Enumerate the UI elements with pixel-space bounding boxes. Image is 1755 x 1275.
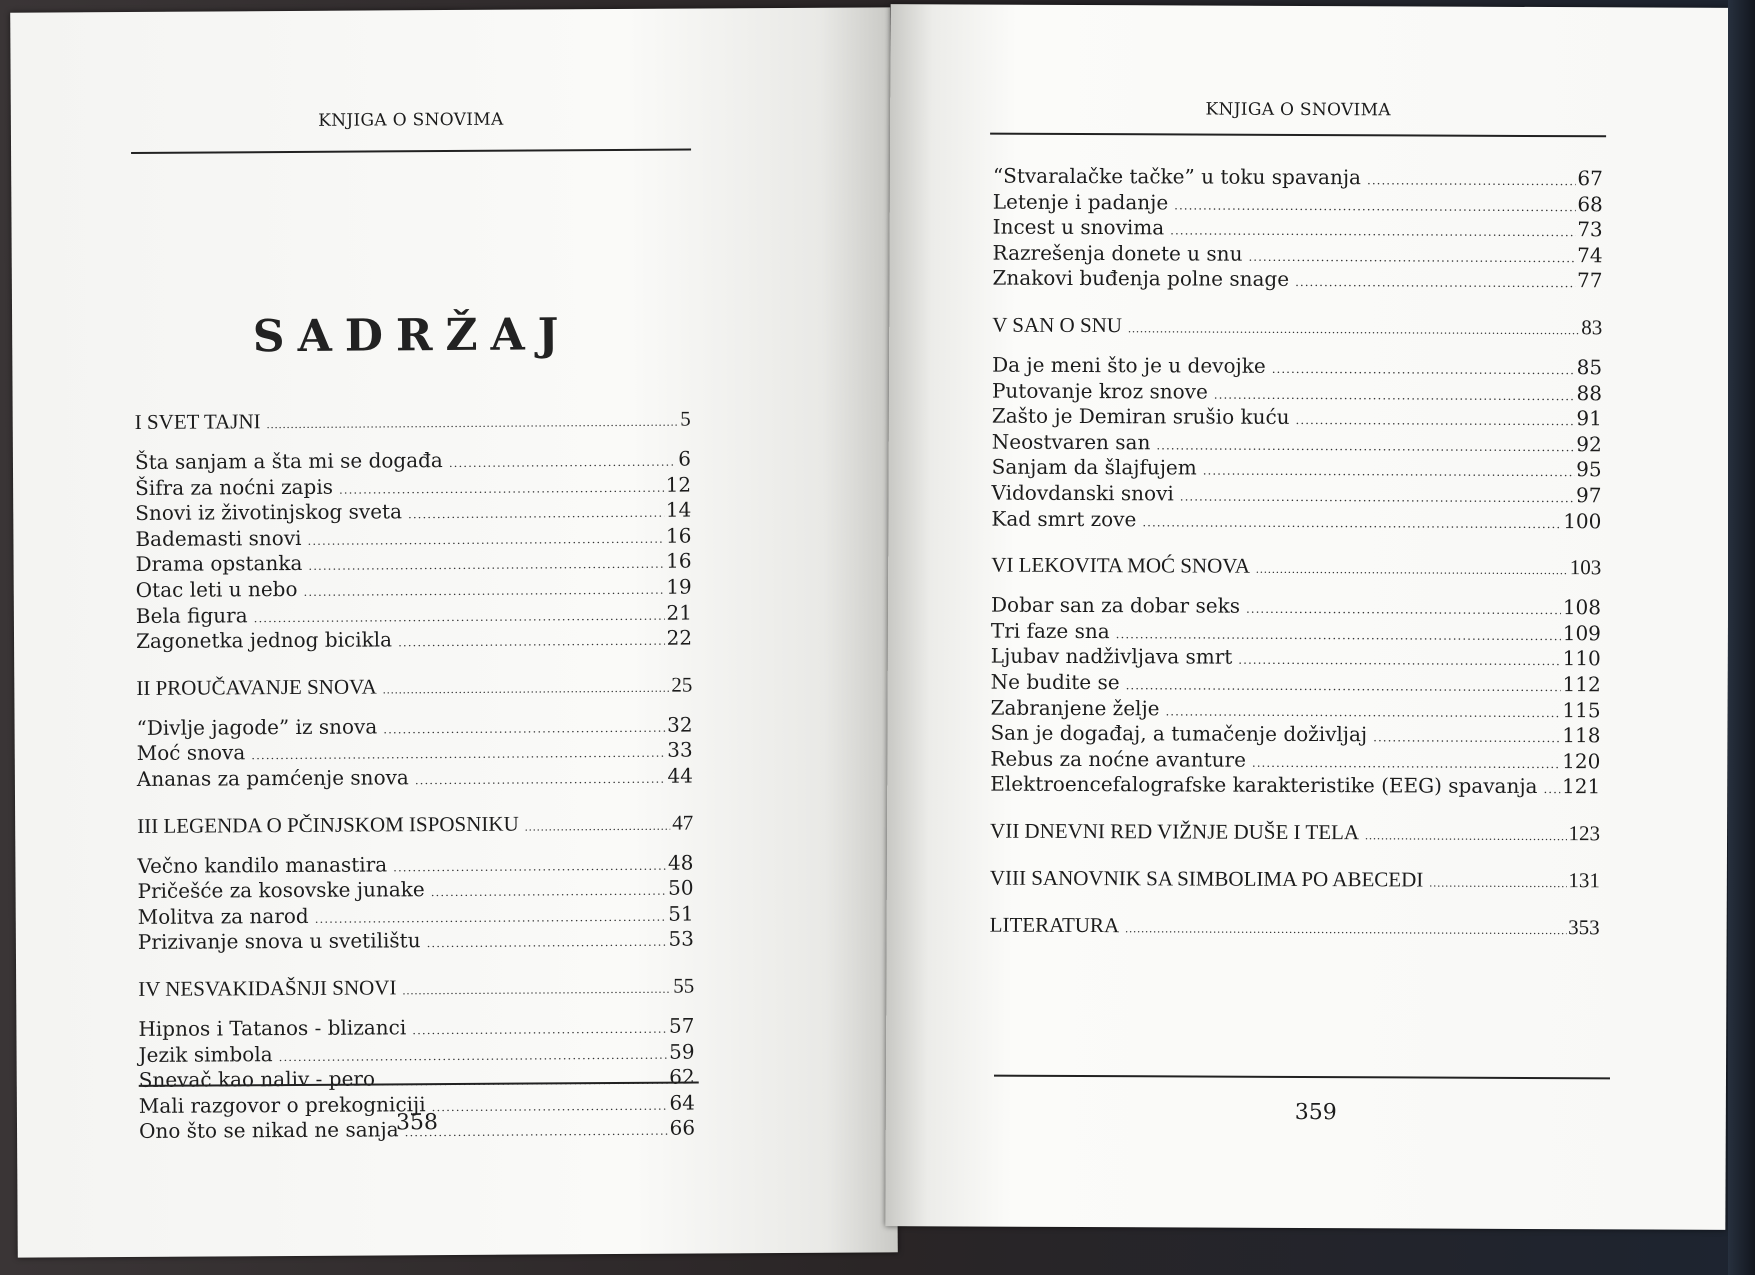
dot-leader (279, 1043, 668, 1068)
running-head: KNJIGA O SNOVIMA (1205, 99, 1391, 121)
toc-entry (135, 524, 691, 553)
dot-leader (525, 813, 671, 838)
toc-entry-title: Zabranjene želje (990, 695, 1160, 720)
toc-entry-page: 120 (1562, 748, 1601, 773)
dot-leader (1180, 485, 1574, 509)
dot-leader (267, 410, 679, 437)
toc-entry-title: VIII SANOVNIK SA SIMBOLIMA PO ABECEDI (989, 865, 1424, 892)
dot-leader (254, 604, 665, 629)
toc-entry-page: 14 (665, 497, 692, 522)
toc-entry (135, 448, 691, 477)
toc-entry-title: II PROUČAVANJE SNOVA (136, 674, 377, 700)
footer-rule (994, 1075, 1610, 1080)
toc-section (136, 672, 692, 702)
toc-entry-page: 85 (1576, 355, 1603, 380)
toc-entry-title: Tri faze sna (990, 618, 1110, 643)
toc-entry-page: 16 (666, 548, 692, 574)
toc-entry-page: 108 (1562, 595, 1602, 620)
toc-entry-page: 68 (1577, 191, 1603, 216)
toc-entry-title: Znakovi buđenja polne snage (992, 265, 1290, 292)
toc-entry-title: Zagonetka jednog bicikla (135, 627, 393, 654)
toc-entry-title: VII DNEVNI RED VIŽNJE DUŠE I TELA (990, 818, 1360, 845)
toc-entry-title: I SVET TAJNI (134, 409, 261, 434)
dot-leader (1248, 246, 1575, 270)
toc-entry-title: Snevač kao naliv - pero (138, 1066, 376, 1093)
toc-entry-page: 21 (666, 600, 692, 625)
right-page (885, 4, 1730, 1230)
dot-leader (412, 1018, 667, 1042)
table-of-contents (135, 407, 695, 1146)
toc-entry-title: LITERATURA (989, 912, 1120, 938)
toc-entry-title: Mali razgovor o prekogniciji (138, 1091, 426, 1118)
dot-leader (1126, 674, 1561, 698)
toc-entry-title: VI LEKOVITA MOĆ SNOVA (991, 552, 1250, 578)
toc-entry-page: 57 (668, 1013, 695, 1038)
toc-entry (136, 576, 692, 605)
toc-entry-page: 77 (1576, 268, 1603, 293)
toc-entry (993, 165, 1603, 193)
toc-entry-page: 12 (665, 472, 692, 497)
dot-leader (1125, 916, 1566, 942)
dot-leader (1165, 700, 1560, 724)
dot-leader (339, 476, 664, 501)
toc-entry-title: Da je meni što je u devojke (992, 352, 1266, 378)
toc-entry (991, 507, 1601, 535)
toc-section (137, 810, 693, 840)
toc-entry-title: Šta sanjam a šta mi se događa (134, 448, 443, 474)
toc-entry-page: 55 (673, 973, 695, 998)
dot-leader (1373, 726, 1560, 749)
toc-section (992, 313, 1602, 343)
toc-entry-title: Drama opstanka (135, 551, 303, 577)
toc-entry-page: 5 (680, 406, 691, 431)
dot-leader (315, 905, 667, 930)
toc-entry-title: Bela figura (135, 602, 248, 628)
toc-entry (137, 764, 693, 793)
toc-entry (991, 482, 1601, 510)
dot-leader (1543, 778, 1560, 801)
header-rule (131, 149, 691, 154)
toc-entry-page: 110 (1562, 646, 1601, 671)
toc-entry-page: 59 (669, 1039, 695, 1064)
dot-leader (393, 854, 666, 878)
toc-entry-page: 66 (669, 1115, 696, 1140)
toc-entry-title: “Stvaralačke tačke” u toku spavanja (992, 163, 1362, 190)
toc-entry-title: Ono što se nikad ne sanja (138, 1117, 399, 1144)
toc-entry (138, 902, 694, 931)
toc-entry-title: Zašto je Demiran srušio kuću (991, 403, 1290, 430)
toc-entry (992, 405, 1602, 433)
toc-entry-page: 19 (666, 574, 692, 599)
toc-section (990, 818, 1600, 848)
toc-entry-title: Pričešće za kosovske junake (137, 877, 425, 904)
toc-entry-title: San je događaj, a tumačenje doživljaj (990, 720, 1368, 747)
toc-entry (991, 645, 1601, 673)
toc-entry-title: Letenje i padanje (992, 189, 1169, 214)
dot-leader (1365, 823, 1567, 848)
dot-leader (1128, 316, 1579, 342)
dot-leader (1296, 409, 1575, 433)
toc-entry-page: 25 (671, 672, 693, 697)
toc-entry (990, 773, 1600, 801)
dot-leader (408, 502, 664, 526)
toc-entry-title: “Divlje jagode” iz snova (136, 714, 378, 740)
dot-leader (1246, 598, 1561, 622)
toc-entry-title: Kad smrt zove (991, 506, 1137, 531)
dot-leader (415, 768, 666, 792)
toc-entry-page: 97 (1576, 483, 1602, 508)
dot-leader (402, 977, 671, 1003)
scanner-edge (1728, 0, 1755, 1275)
running-head: KNJIGA O SNOVIMA (318, 109, 504, 131)
toc-entry (990, 722, 1600, 750)
toc-entry-page: 92 (1576, 431, 1602, 457)
toc-entry (136, 627, 692, 656)
toc-entry (991, 671, 1601, 699)
toc-entry (135, 473, 691, 502)
toc-entry-page: 95 (1576, 457, 1602, 482)
dot-leader (1252, 751, 1560, 775)
toc-entry-title: Razrešenja donete u snu (992, 240, 1243, 266)
toc-entry-title: Šifra za noćni zapis (135, 474, 334, 500)
toc-entry-page: 131 (1568, 868, 1600, 893)
toc-section (138, 973, 694, 1003)
toc-entry-title: Dobar san za dobar seks (990, 592, 1241, 618)
toc-entry-title: IV NESVAKIDAŠNJI SNOVI (138, 975, 397, 1001)
toc-entry-title: Moć snova (136, 740, 246, 766)
dot-leader (431, 880, 667, 904)
toc-entry (138, 877, 694, 906)
toc-section (135, 407, 691, 437)
toc-entry (137, 713, 693, 742)
dot-leader (1203, 460, 1575, 484)
toc-entry-page: 73 (1577, 217, 1603, 242)
dot-leader (383, 716, 665, 740)
header-rule (990, 133, 1606, 138)
dot-leader (1170, 220, 1575, 244)
toc-entry-page: 6 (678, 446, 692, 471)
dot-leader (1214, 383, 1575, 407)
dot-leader (383, 675, 670, 701)
toc-entry-page: 22 (666, 625, 693, 650)
toc-entry-page: 44 (667, 763, 693, 788)
dot-leader (1142, 511, 1561, 535)
toc-entry (136, 550, 692, 579)
toc-entry-page: 33 (667, 737, 693, 763)
toc-entry (139, 1040, 695, 1069)
toc-entry-page: 118 (1562, 723, 1601, 748)
toc-entry-page: 91 (1576, 406, 1602, 431)
toc-entry-title: III LEGENDA O PČINJSKOM ISPOSNIKU (137, 811, 519, 838)
toc-entry-page: 50 (668, 875, 694, 900)
toc-entry-title: Snovi iz životinjskog sveta (135, 499, 403, 526)
dot-leader (1429, 870, 1566, 895)
toc-entry-page: 48 (667, 850, 694, 875)
toc-section (991, 553, 1601, 583)
toc-entry-page: 32 (667, 712, 693, 737)
table-of-contents (990, 165, 1603, 957)
toc-entry-page: 83 (1581, 315, 1603, 340)
toc-entry-page: 109 (1562, 620, 1601, 645)
toc-entry-title: Hipnos i Tatanos - blizanci (138, 1015, 407, 1041)
dot-leader (1295, 271, 1575, 295)
toc-entry-title: V SAN O SNU (992, 312, 1123, 338)
toc-entry-page: 121 (1562, 774, 1601, 799)
dot-leader (1256, 557, 1568, 582)
toc-entry-title: Rebus za noćne avanture (990, 746, 1246, 772)
dot-leader (307, 527, 664, 552)
dot-leader (308, 553, 664, 578)
toc-entry-page: 51 (668, 901, 694, 926)
toc-entry-page: 74 (1577, 242, 1603, 268)
toc-entry-title: Vidovdanski snovi (991, 480, 1174, 506)
dot-leader (1116, 623, 1561, 648)
dot-leader (1367, 169, 1576, 193)
dot-leader (1156, 434, 1574, 458)
toc-entry-title: Molitva za narod (137, 903, 309, 929)
dot-leader (251, 742, 665, 767)
toc-entry-page: 67 (1577, 166, 1603, 191)
toc-entry (137, 739, 693, 768)
toc-entry (992, 456, 1602, 484)
toc-entry (136, 601, 692, 630)
toc-entry-title: Sanjam da šlajfujem (991, 454, 1197, 480)
toc-entry-title: Večno kandilo manastira (137, 851, 388, 878)
dot-leader (449, 451, 677, 475)
toc-entry-title: Prizivanje snova u svetilištu (137, 928, 421, 955)
toc-entry-title: Otac leti u nebo (135, 576, 298, 602)
toc-entry-title: Ananas za pamćenje snova (136, 765, 409, 791)
toc-entry-page: 123 (1568, 821, 1601, 846)
toc-section (990, 865, 1600, 895)
page-number: 359 (1294, 1099, 1337, 1126)
toc-entry (992, 267, 1602, 295)
dot-leader (303, 579, 664, 604)
toc-entry-page: 112 (1562, 672, 1601, 697)
toc-entry (137, 851, 693, 880)
toc-entry (135, 499, 691, 528)
toc-entry-page: 88 (1576, 380, 1603, 405)
dot-leader (426, 931, 666, 955)
dot-leader (1238, 649, 1560, 673)
toc-entry-page: 16 (665, 523, 692, 548)
toc-entry (993, 216, 1603, 244)
toc-entry-title: Jezik simbola (138, 1041, 273, 1067)
toc-entry-page: 103 (1569, 555, 1602, 580)
toc-entry-title: Neostvaren san (991, 429, 1151, 455)
toc-entry (992, 354, 1602, 382)
dot-leader (398, 630, 665, 654)
toc-entry-title: Putovanje kroz snove (991, 378, 1208, 404)
page-number: 358 (395, 1110, 439, 1136)
toc-entry-page: 115 (1562, 697, 1601, 722)
toc-entry-title: Bademasti snovi (135, 525, 302, 551)
toc-entry (139, 1066, 695, 1095)
dot-leader (432, 1094, 668, 1118)
toc-entry-page: 64 (669, 1090, 695, 1115)
toc-entry-title: Elektroencefalografske karakteristike (EEG) spavanja (990, 771, 1538, 799)
toc-entry-page: 100 (1563, 508, 1602, 533)
toc-entry-page: 62 (669, 1064, 695, 1089)
toc-section (990, 912, 1600, 942)
toc-entry-title: Ne budite se (990, 669, 1120, 695)
toc-entry (138, 928, 694, 957)
toc-entry (991, 594, 1601, 622)
toc-entry-title: Ljubav nadživljava smrt (990, 643, 1233, 669)
toc-entry-page: 53 (668, 926, 694, 952)
toc-entry-page: 47 (672, 810, 694, 835)
page-title: SADRŽAJ (252, 309, 572, 363)
toc-entry-page: 353 (1568, 915, 1600, 940)
dot-leader (1174, 194, 1575, 218)
dot-leader (1272, 358, 1575, 382)
toc-entry (138, 1014, 694, 1043)
left-page (10, 7, 898, 1257)
toc-entry-title: Incest u snovima (992, 214, 1165, 240)
